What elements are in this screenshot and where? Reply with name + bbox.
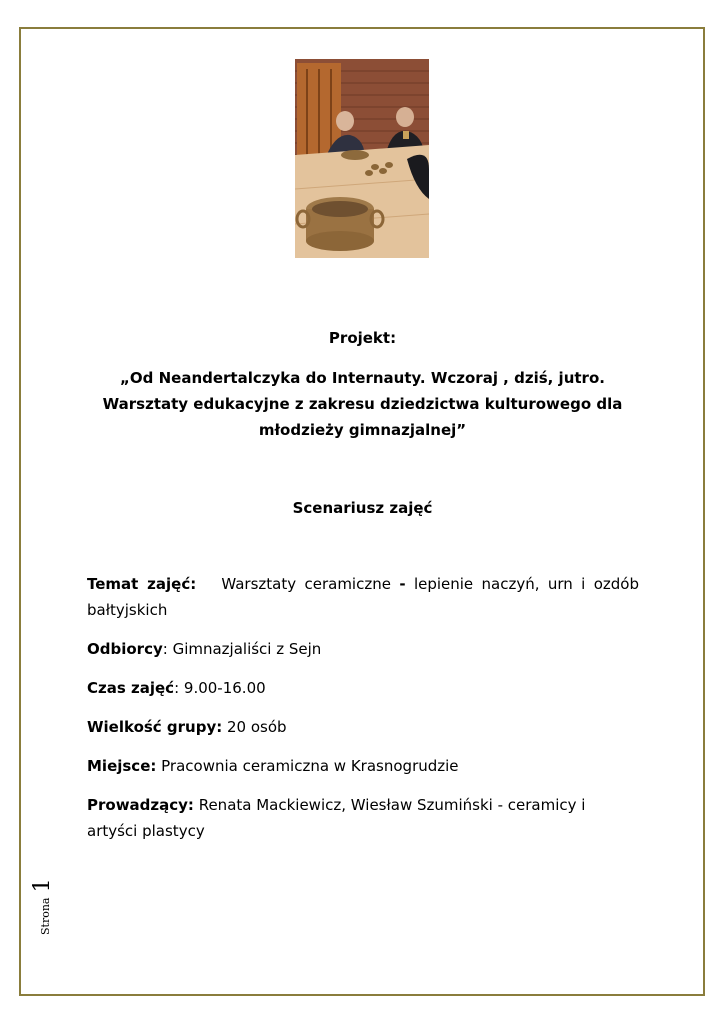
group-size-row (87, 714, 639, 740)
project-title (60, 365, 665, 443)
workshop-photo (295, 59, 429, 258)
project-title-line-3: młodzieży gimnazjalnej” (258, 421, 467, 439)
group-size-value: 20 osób (222, 718, 287, 736)
time-label: Czas zajęć (87, 679, 175, 697)
project-title-line-1: „Od Neandertalczyka do Internauty. Wczoraj , dziś, jutro. (120, 369, 605, 387)
topic-value: Warsztaty ceramiczne (221, 575, 391, 593)
photo-ceramics-workshop-icon (295, 59, 429, 258)
place-value: Pracownia ceramiczna w Krasnogrudzie (156, 757, 459, 775)
audience-row (87, 636, 639, 662)
instructors-label: Prowadzący: (87, 796, 194, 814)
topic-label: Temat zajęć: (87, 575, 197, 593)
project-label: Projekt: (328, 329, 397, 347)
topic-value-continued: lepienie naczyń, urn i ozdób bałtyjskich (87, 575, 639, 619)
topic-dash: - (399, 575, 406, 593)
project-title-line-2: Warsztaty edukacyjne z zakresu dziedzictwa kulturowego dla (102, 395, 623, 413)
page-word: Strona (39, 897, 52, 935)
place-row (87, 753, 639, 779)
instructors-value: Renata Mackiewicz, Wiesław Szumiński - ceramicy i artyści plastycy (87, 796, 586, 840)
page-number-mark (30, 880, 58, 940)
time-row (87, 675, 639, 701)
place-label: Miejsce: (87, 757, 157, 775)
page-number: 1 (30, 878, 55, 893)
time-value: : 9.00-16.00 (174, 679, 266, 697)
topic-row (87, 571, 639, 623)
group-size-label: Wielkość grupy: (87, 718, 223, 736)
audience-label: Odbiorcy (87, 640, 163, 658)
instructors-row (87, 792, 639, 844)
scenario-heading: Scenariusz zajęć (292, 499, 433, 517)
audience-value: : Gimnazjaliści z Sejn (162, 640, 322, 658)
